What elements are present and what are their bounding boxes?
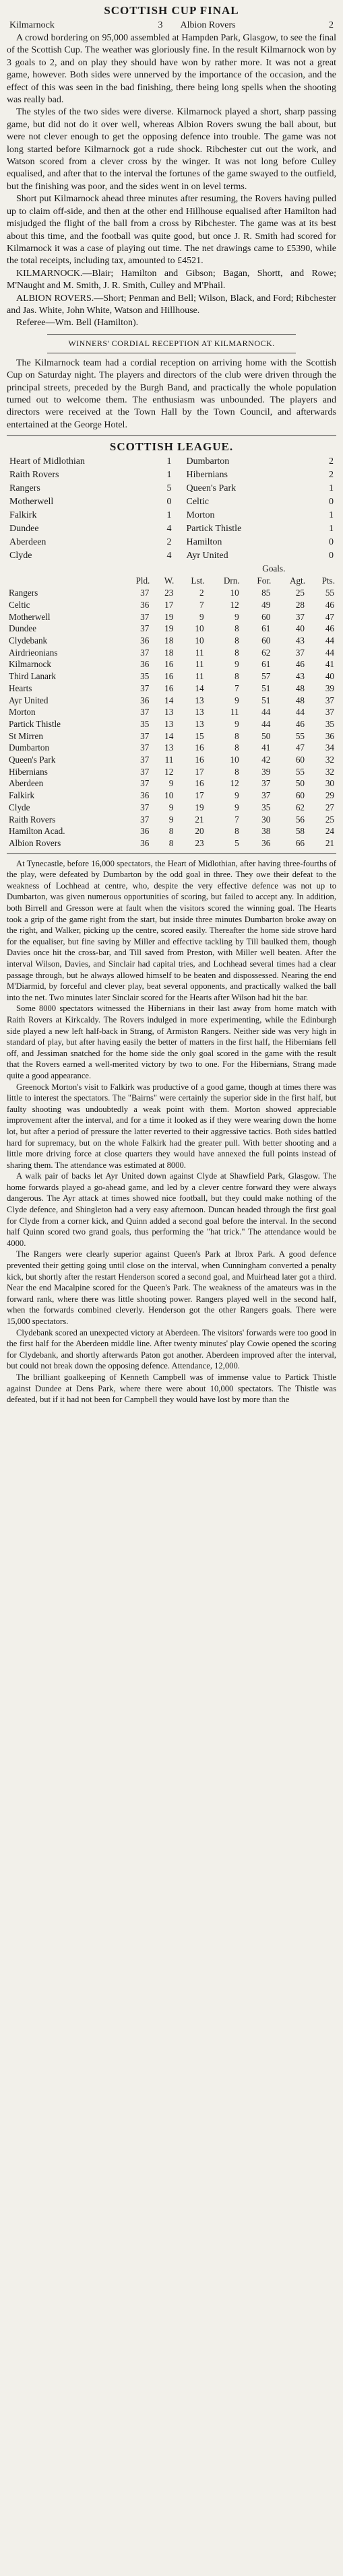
stat-cell: 30 bbox=[325, 778, 334, 789]
stat-cell: 36 bbox=[140, 790, 150, 801]
stat-cell: 36 bbox=[325, 730, 334, 741]
result-home-goals: 0 bbox=[166, 497, 172, 508]
stat-cell: 32 bbox=[325, 755, 334, 765]
stat-cell: 51 bbox=[261, 695, 271, 705]
match-report-paragraph: Greenock Morton's visit to Falkirk was productive of a good game, though at times there was little to interest the spectators. The "Bairns" were certainly the superior side in the first half, but faulty shooting was undoubtedly a weak point with them. Morton showed appreciable improvement after the interval, and for a time it looked as if they were wearing down the home lot, but after a period of pressure the latter reverted to their aggressive tactics. Both sides battled hard for supremacy, but on the whole Falkirk had the greater pull. With better shooting and a little more driving force at close quarters they would have annexed the full points instead of sharing them. The attendance was estimated at 8000. bbox=[7, 1082, 336, 1170]
league-table-row bbox=[7, 611, 336, 623]
stat-cell: 30 bbox=[261, 814, 271, 825]
stat-cell: 11 bbox=[230, 707, 239, 718]
stat-cell: 37 bbox=[261, 778, 271, 789]
result-away-goals: 1 bbox=[329, 483, 334, 494]
stat-cell: 13 bbox=[164, 742, 174, 753]
stat-cell: 17 bbox=[195, 790, 204, 801]
stat-cell: 13 bbox=[195, 707, 204, 718]
stat-cell: 36 bbox=[261, 837, 271, 848]
stat-cell: 57 bbox=[261, 671, 271, 682]
stat-cell: 10 bbox=[230, 755, 239, 765]
stat-cell: 36 bbox=[140, 695, 150, 705]
league-table-row bbox=[7, 802, 336, 814]
stat-cell: 8 bbox=[168, 826, 174, 837]
match-report-paragraph: Some 8000 spectators witnessed the Hibernians in their last away from home match with Raith Rovers at Kirkcaldy. The Rovers indulged in more experimenting, while the Edinburgh side played a new left half-back in Strang, of Armiston Rangers. Neither side was very high in standard of play, but after having easily the better of matters in the first half, the Hibernians fell off, and Jessiman snatched for the home side the only goal scored in the game with the result that the Rovers earned a well-merited victory by two to one. For the Hibernians, Strang made quite a good appearance. bbox=[7, 1004, 336, 1080]
league-table-row bbox=[7, 658, 336, 670]
result-away-team: Dumbarton bbox=[186, 456, 230, 467]
stat-cell: 12 bbox=[164, 766, 174, 777]
stat-cell: 44 bbox=[325, 647, 334, 658]
stat-cell: 8 bbox=[235, 826, 239, 837]
stat-cell: 10 bbox=[230, 588, 239, 598]
stat-cell: 49 bbox=[261, 599, 271, 610]
match-report-paragraph: The Rangers were clearly superior against Queen's Park at Ibrox Park. A good defence prevented their getting going until close on the interval, when Cunningham converted a penalty kick, but shortly after the restart Henderson scored a second goal, and Muirhead later got a third. Near the end Macalpine scored for the Queen's Park. The weakness of the amateurs was in the forward rank, where there was little shooting power. Rangers played well in the second half, when the forwards combined cleverly. Henderson got the other Rangers goals. There were 15,000 spectators. bbox=[7, 1249, 336, 1326]
league-table-row bbox=[7, 670, 336, 683]
result-away-goals: 0 bbox=[329, 497, 334, 508]
stat-cell: 17 bbox=[164, 599, 174, 610]
stat-cell: 41 bbox=[261, 742, 271, 753]
league-table-row bbox=[7, 683, 336, 695]
stat-cell: 11 bbox=[195, 659, 204, 670]
stat-cell: 24 bbox=[325, 826, 334, 837]
match-report-paragraph: Clydebank scored an unexpected victory at Aberdeen. The visitors' forwards were too good in the first half for the Aberdeen middle line. After twenty minutes' play Cowie opened the scoring for Clydebank, and shortly afterwards Paton got another. Aberdeen improved after the interval, but could not break down the opposing defence. Attendance, 12,000. bbox=[7, 1327, 336, 1371]
result-away-goals: 2 bbox=[329, 470, 334, 481]
club-name: Aberdeen bbox=[9, 778, 44, 789]
stat-cell: 36 bbox=[140, 826, 150, 837]
club-name: Clyde bbox=[9, 802, 30, 812]
stat-cell: 43 bbox=[295, 635, 305, 646]
result-home-goals: 4 bbox=[166, 551, 172, 561]
stat-cell: 55 bbox=[295, 730, 305, 741]
stat-cell: 44 bbox=[325, 635, 334, 646]
stat-cell: 39 bbox=[325, 683, 334, 693]
stat-cell: 10 bbox=[195, 623, 204, 634]
stat-cell: 36 bbox=[140, 659, 150, 670]
team-lineup-kilmarnock: KILMARNOCK.—Blair; Hamilton and Gibson; Bagan, Shortt, and Rowe; M'Naught and M. Smith, J. R. Smith, Culley and M'Phail. bbox=[7, 268, 336, 291]
stat-cell: 37 bbox=[325, 707, 334, 718]
stat-cell: 19 bbox=[164, 623, 174, 634]
club-name: Celtic bbox=[9, 599, 30, 610]
result-home-goals: 1 bbox=[166, 510, 172, 521]
club-name: Motherwell bbox=[9, 611, 51, 622]
stat-cell: 35 bbox=[140, 718, 150, 729]
stat-cell: 13 bbox=[164, 707, 174, 718]
stat-cell: 28 bbox=[295, 599, 305, 610]
stat-cell: 15 bbox=[195, 730, 204, 741]
stat-cell: 9 bbox=[235, 790, 239, 801]
result-home-team: Aberdeen bbox=[9, 537, 46, 548]
stat-cell: 18 bbox=[164, 647, 174, 658]
stat-cell: 39 bbox=[261, 766, 271, 777]
result-home-goals: 4 bbox=[166, 524, 172, 534]
league-table-row bbox=[7, 587, 336, 599]
stat-cell: 14 bbox=[164, 695, 174, 705]
stat-cell: 40 bbox=[325, 671, 334, 682]
match-report-paragraph: At Tynecastle, before 16,000 spectators, the Heart of Midlothian, after having three-fourths of the play, were defeated by Dumbarton by the odd goal in three. They owe their defeat to the weakness of Lochhead at centre, who, despite the very effective defence was not up to Dumbarton, was given numerous opportunities of scoring, but failed to accept any. In addition, both Birrell and Gresson were at fault when the visitors scored the winning goal. The Hearts took a grip of the game right from the start, but inside three minutes Dumbarton broke away on the right, and Walker, picking up the centre, scored easily. Thereafter the home side strove hard for the equaliser, but fine saving by Miller and effective tackling by Till baulked them, though Davies once hit the cross-bar, and Till saved from Preston, with Miller well beaten. After the interval Wilson, Davies, and Sinclair had capital tries, and Lochhead several times had a clear passage through, but he always allowed himself to be beaten and dispossessed. Nearing the end M'Diarmid, by forceful and clever play, beat several opponents, and practically walked the ball into the net. Two minutes later Sinclair scored for the Hearts after Wilson had hit the bar. bbox=[7, 858, 336, 1002]
stat-cell: 14 bbox=[164, 730, 174, 741]
league-table-row bbox=[7, 635, 336, 647]
stat-cell: 27 bbox=[325, 802, 334, 812]
column-header: Pts. bbox=[321, 576, 335, 586]
stat-cell: 8 bbox=[235, 671, 239, 682]
result-home-team: Dundee bbox=[9, 524, 39, 534]
stat-cell: 48 bbox=[295, 683, 305, 693]
stat-cell: 17 bbox=[195, 766, 204, 777]
stat-cell: 66 bbox=[295, 837, 305, 848]
stat-cell: 62 bbox=[295, 802, 305, 812]
stat-cell: 55 bbox=[295, 766, 305, 777]
stat-cell: 46 bbox=[325, 599, 334, 610]
stat-cell: 9 bbox=[168, 802, 174, 812]
column-header: Pld. bbox=[135, 576, 150, 586]
result-away-goals: 1 bbox=[329, 510, 334, 521]
stat-cell: 9 bbox=[235, 611, 239, 622]
stat-cell: 9 bbox=[199, 611, 204, 622]
stat-cell: 13 bbox=[195, 718, 204, 729]
result-home-goals: 1 bbox=[166, 456, 172, 467]
league-table-row bbox=[7, 837, 336, 849]
stat-cell: 7 bbox=[199, 599, 204, 610]
stat-cell: 14 bbox=[195, 683, 204, 693]
stat-cell: 37 bbox=[140, 707, 150, 718]
stat-cell: 46 bbox=[295, 659, 305, 670]
league-headline: SCOTTISH LEAGUE. bbox=[109, 440, 234, 454]
league-table bbox=[7, 563, 336, 849]
stat-cell: 37 bbox=[140, 683, 150, 693]
stat-cell: 47 bbox=[325, 611, 334, 622]
result-home-team: Motherwell bbox=[9, 497, 54, 508]
stat-cell: 11 bbox=[195, 671, 204, 682]
stat-cell: 21 bbox=[195, 814, 204, 825]
club-name: Hibernians bbox=[9, 766, 48, 777]
result-home-team: Raith Rovers bbox=[9, 470, 59, 481]
stat-cell: 7 bbox=[235, 814, 239, 825]
club-name: Rangers bbox=[9, 588, 38, 598]
result-away-team: Celtic bbox=[186, 497, 209, 508]
stat-cell: 29 bbox=[325, 790, 334, 801]
result-home-team: Falkirk bbox=[9, 510, 37, 521]
cup-report-paragraph: Short put Kilmarnock ahead three minutes after resuming, the Rovers having pulled up to claim off-side, and then at the other end Hillhouse equalised after Hamilton had misjudged the flight of the ball from a cross by Ribchester. The game was at its best about this time, and the football was quite good, but once J. R. Smith had scored for Kilmarnock it was a case of playing out time. The net drawings came to £5390, while the total receipts, including tax, amounted to £4521. bbox=[7, 194, 336, 267]
club-name: Falkirk bbox=[9, 790, 35, 801]
stat-cell: 36 bbox=[140, 837, 150, 848]
result-home-goals: 2 bbox=[166, 537, 172, 548]
stat-cell: 55 bbox=[325, 588, 334, 598]
stat-cell: 32 bbox=[325, 766, 334, 777]
result-away-team: Hibernians bbox=[186, 470, 228, 481]
stat-cell: 37 bbox=[261, 790, 271, 801]
stat-cell: 12 bbox=[230, 778, 239, 789]
stat-cell: 36 bbox=[140, 635, 150, 646]
stat-cell: 50 bbox=[261, 730, 271, 741]
stat-cell: 48 bbox=[295, 695, 305, 705]
result-home-team: Heart of Midlothian bbox=[9, 456, 85, 467]
stat-cell: 37 bbox=[140, 742, 150, 753]
stat-cell: 8 bbox=[235, 730, 239, 741]
stat-cell: 44 bbox=[261, 707, 271, 718]
club-name: St Mirren bbox=[9, 730, 43, 741]
stat-cell: 9 bbox=[235, 718, 239, 729]
result-away-team: Morton bbox=[186, 510, 215, 521]
reception-subheading: WINNERS' CORDIAL RECEPTION AT KILMARNOCK. bbox=[68, 338, 275, 348]
stat-cell: 47 bbox=[295, 742, 305, 753]
stat-cell: 16 bbox=[164, 671, 174, 682]
result-home-team: Clyde bbox=[9, 551, 32, 561]
stat-cell: 5 bbox=[235, 837, 239, 848]
club-name: Clydebank bbox=[9, 635, 48, 646]
stat-cell: 10 bbox=[195, 635, 204, 646]
stat-cell: 18 bbox=[164, 635, 174, 646]
result-away-team: Ayr United bbox=[186, 551, 228, 561]
stat-cell: 46 bbox=[295, 718, 305, 729]
club-name: Third Lanark bbox=[9, 671, 56, 682]
stat-cell: 46 bbox=[325, 623, 334, 634]
match-report-paragraph: The brilliant goalkeeping of Kenneth Campbell was of immense value to Partick Thistle against Dundee at Dens Park, where there were about 10,000 spectators. The Thistle was defeated, but if it had not been for Campbell they would have lost by more than the bbox=[7, 1372, 336, 1405]
column-header: Drn. bbox=[223, 576, 240, 586]
stat-cell: 37 bbox=[295, 647, 305, 658]
home-goals: 3 bbox=[158, 20, 163, 30]
club-name: Dundee bbox=[9, 623, 37, 634]
stat-cell: 60 bbox=[261, 635, 271, 646]
league-table-row bbox=[7, 623, 336, 635]
stat-cell: 9 bbox=[168, 778, 174, 789]
league-table-row bbox=[7, 742, 336, 754]
stat-cell: 19 bbox=[195, 802, 204, 812]
stat-cell: 11 bbox=[164, 755, 174, 765]
stat-cell: 36 bbox=[140, 599, 150, 610]
stat-cell: 9 bbox=[168, 814, 174, 825]
stat-cell: 2 bbox=[199, 588, 204, 598]
league-table-row bbox=[7, 730, 336, 742]
stat-cell: 11 bbox=[195, 647, 204, 658]
stat-cell: 9 bbox=[235, 695, 239, 705]
stat-cell: 8 bbox=[235, 635, 239, 646]
result-away-goals: 0 bbox=[329, 537, 334, 548]
club-name: Dumbarton bbox=[9, 742, 50, 753]
stat-cell: 62 bbox=[261, 647, 271, 658]
club-name: Morton bbox=[9, 707, 36, 718]
reception-paragraph: The Kilmarnock team had a cordial reception on arriving home with the Scottish Cup on Saturday night. The players and directors of the club were driven through the principal streets, preceded by the Burgh Band, and practically the whole population turned out to welcome them. The enthusiasm was unbounded. The players and directors were received at the Town Hall by the Town Council, and afterwards entertained at the George Hotel. bbox=[7, 357, 336, 430]
result-away-goals: 2 bbox=[329, 456, 334, 467]
stat-cell: 37 bbox=[140, 611, 150, 622]
league-table-row bbox=[7, 706, 336, 718]
stat-cell: 51 bbox=[261, 683, 271, 693]
league-table-row bbox=[7, 766, 336, 778]
stat-cell: 8 bbox=[168, 837, 174, 848]
cup-final-score bbox=[7, 19, 336, 32]
league-table-header bbox=[7, 575, 336, 587]
column-header: For. bbox=[257, 576, 272, 586]
stat-cell: 43 bbox=[295, 671, 305, 682]
club-name: Airdrieonians bbox=[9, 647, 58, 658]
stat-cell: 34 bbox=[325, 742, 334, 753]
stat-cell: 41 bbox=[325, 659, 334, 670]
stat-cell: 38 bbox=[261, 826, 271, 837]
stat-cell: 9 bbox=[235, 659, 239, 670]
stat-cell: 85 bbox=[261, 588, 271, 598]
result-home-goals: 5 bbox=[166, 483, 172, 494]
club-name: Ayr United bbox=[9, 695, 49, 705]
club-name: Kilmarnock bbox=[9, 659, 51, 670]
club-name: Raith Rovers bbox=[9, 814, 56, 825]
stat-cell: 8 bbox=[235, 742, 239, 753]
stat-cell: 40 bbox=[295, 623, 305, 634]
stat-cell: 58 bbox=[295, 826, 305, 837]
stat-cell: 8 bbox=[235, 623, 239, 634]
stat-cell: 42 bbox=[261, 755, 271, 765]
result-away-team: Queen's Park bbox=[186, 483, 237, 494]
stat-cell: 61 bbox=[261, 659, 271, 670]
stat-cell: 9 bbox=[235, 802, 239, 812]
league-table-row bbox=[7, 777, 336, 790]
league-table-goals-header bbox=[7, 563, 336, 575]
stat-cell: 19 bbox=[164, 611, 174, 622]
stat-cell: 21 bbox=[325, 837, 334, 848]
stat-cell: 37 bbox=[140, 588, 150, 598]
cup-report-paragraph: The styles of the two sides were diverse. Kilmarnock played a short, sharp passing game, but did not do it over well, whereas Albion Rovers swung the ball about, but were not clever enough to get the opposing defence into trouble. The game was not long started before Kilmarnock got a rude shock. Ribchester cut out the work, and Watson scored from a clever cross by the winger. It was not long before Culley equalised, and after that to the interval the fortunes of the game swayed to the outfield, but the finishing was poor, and the sides went in on level terms. bbox=[7, 107, 336, 192]
stat-cell: 37 bbox=[295, 611, 305, 622]
stat-cell: 44 bbox=[295, 707, 305, 718]
stat-cell: 37 bbox=[140, 778, 150, 789]
stat-cell: 16 bbox=[164, 683, 174, 693]
league-table-row bbox=[7, 647, 336, 659]
stat-cell: 16 bbox=[164, 659, 174, 670]
league-table-row bbox=[7, 695, 336, 707]
away-goals: 2 bbox=[329, 20, 334, 30]
league-table-row bbox=[7, 718, 336, 730]
stat-cell: 37 bbox=[140, 802, 150, 812]
away-team: Albion Rovers bbox=[180, 20, 236, 30]
divider bbox=[47, 334, 296, 335]
club-name: Hearts bbox=[9, 683, 32, 693]
stat-cell: 20 bbox=[195, 826, 204, 837]
club-name: Albion Rovers bbox=[9, 837, 61, 848]
stat-cell: 35 bbox=[261, 802, 271, 812]
stat-cell: 60 bbox=[261, 611, 271, 622]
stat-cell: 16 bbox=[195, 742, 204, 753]
column-header: W. bbox=[164, 576, 175, 586]
stat-cell: 10 bbox=[164, 790, 174, 801]
stat-cell: 35 bbox=[140, 671, 150, 682]
home-team: Kilmarnock bbox=[9, 20, 55, 30]
league-table-row bbox=[7, 754, 336, 766]
stat-cell: 8 bbox=[235, 766, 239, 777]
result-away-goals: 0 bbox=[329, 551, 334, 561]
stat-cell: 25 bbox=[325, 814, 334, 825]
stat-cell: 16 bbox=[195, 755, 204, 765]
stat-cell: 37 bbox=[140, 766, 150, 777]
result-away-team: Hamilton bbox=[186, 537, 222, 548]
league-table-row bbox=[7, 790, 336, 802]
goals-column-group-label: Goals. bbox=[262, 563, 286, 574]
club-name: Queen's Park bbox=[9, 755, 56, 765]
team-lineup-albion-rovers: ALBION ROVERS.—Short; Penman and Bell; Wilson, Black, and Ford; Ribchester and Jas. White, John White, Watson and Hillhouse. bbox=[7, 293, 336, 316]
league-table-row bbox=[7, 599, 336, 611]
stat-cell: 8 bbox=[235, 647, 239, 658]
referee-line: Referee—Wm. Bell (Hamilton). bbox=[16, 318, 139, 328]
stat-cell: 44 bbox=[261, 718, 271, 729]
stat-cell: 56 bbox=[295, 814, 305, 825]
stat-cell: 37 bbox=[140, 814, 150, 825]
stat-cell: 37 bbox=[325, 695, 334, 705]
stat-cell: 37 bbox=[140, 647, 150, 658]
stat-cell: 25 bbox=[295, 588, 305, 598]
league-results bbox=[7, 455, 336, 563]
stat-cell: 23 bbox=[195, 837, 204, 848]
stat-cell: 35 bbox=[325, 718, 334, 729]
stat-cell: 16 bbox=[195, 778, 204, 789]
stat-cell: 37 bbox=[140, 623, 150, 634]
result-away-team: Partick Thistle bbox=[186, 524, 242, 534]
club-name: Partick Thistle bbox=[9, 718, 61, 729]
stat-cell: 50 bbox=[295, 778, 305, 789]
result-home-team: Rangers bbox=[9, 483, 40, 494]
stat-cell: 12 bbox=[230, 599, 239, 610]
cup-final-headline: SCOTTISH CUP FINAL bbox=[104, 4, 239, 17]
club-name: Hamilton Acad. bbox=[9, 826, 65, 837]
result-home-goals: 1 bbox=[166, 470, 172, 481]
column-header: Agt. bbox=[289, 576, 306, 586]
match-report-paragraph: A walk pair of backs let Ayr United down against Clyde at Shawfield Park, Glasgow. The home forwards played a go-ahead game, and led by a clever centre forward they were always dangerous. The Ayr attack at times showed nice football, but they could make nothing of the Clyde defence, and Shingleton had a very easy afternoon. Duncan headed through the first goal for Clyde from a corner kick, and Quinn added a second goal before the interval. In the second half Quinn scored two grand goals, thus performing the "hat trick." The attendance would be 4000. bbox=[7, 1171, 336, 1248]
cup-report-paragraph: A crowd bordering on 95,000 assembled at Hampden Park, Glasgow, to see the final of the Scottish Cup. The weather was gloriously fine. In the result Kilmarnock won by 3 goals to 2, and on play they should have won by rather more. It was not a great game, however. Both sides were unnerved by the importance of the occasion, and the effect of this was seen in the bad finishing, there being long spells when the shooting was really bad. bbox=[7, 33, 336, 106]
stat-cell: 60 bbox=[295, 755, 305, 765]
stat-cell: 37 bbox=[140, 755, 150, 765]
stat-cell: 13 bbox=[164, 718, 174, 729]
result-away-goals: 1 bbox=[329, 524, 334, 534]
stat-cell: 60 bbox=[295, 790, 305, 801]
stat-cell: 7 bbox=[235, 683, 239, 693]
stat-cell: 13 bbox=[195, 695, 204, 705]
stat-cell: 23 bbox=[164, 588, 174, 598]
stat-cell: 37 bbox=[140, 730, 150, 741]
league-table-row bbox=[7, 814, 336, 826]
league-table-row bbox=[7, 825, 336, 837]
stat-cell: 61 bbox=[261, 623, 271, 634]
column-header: Lst. bbox=[191, 576, 205, 586]
